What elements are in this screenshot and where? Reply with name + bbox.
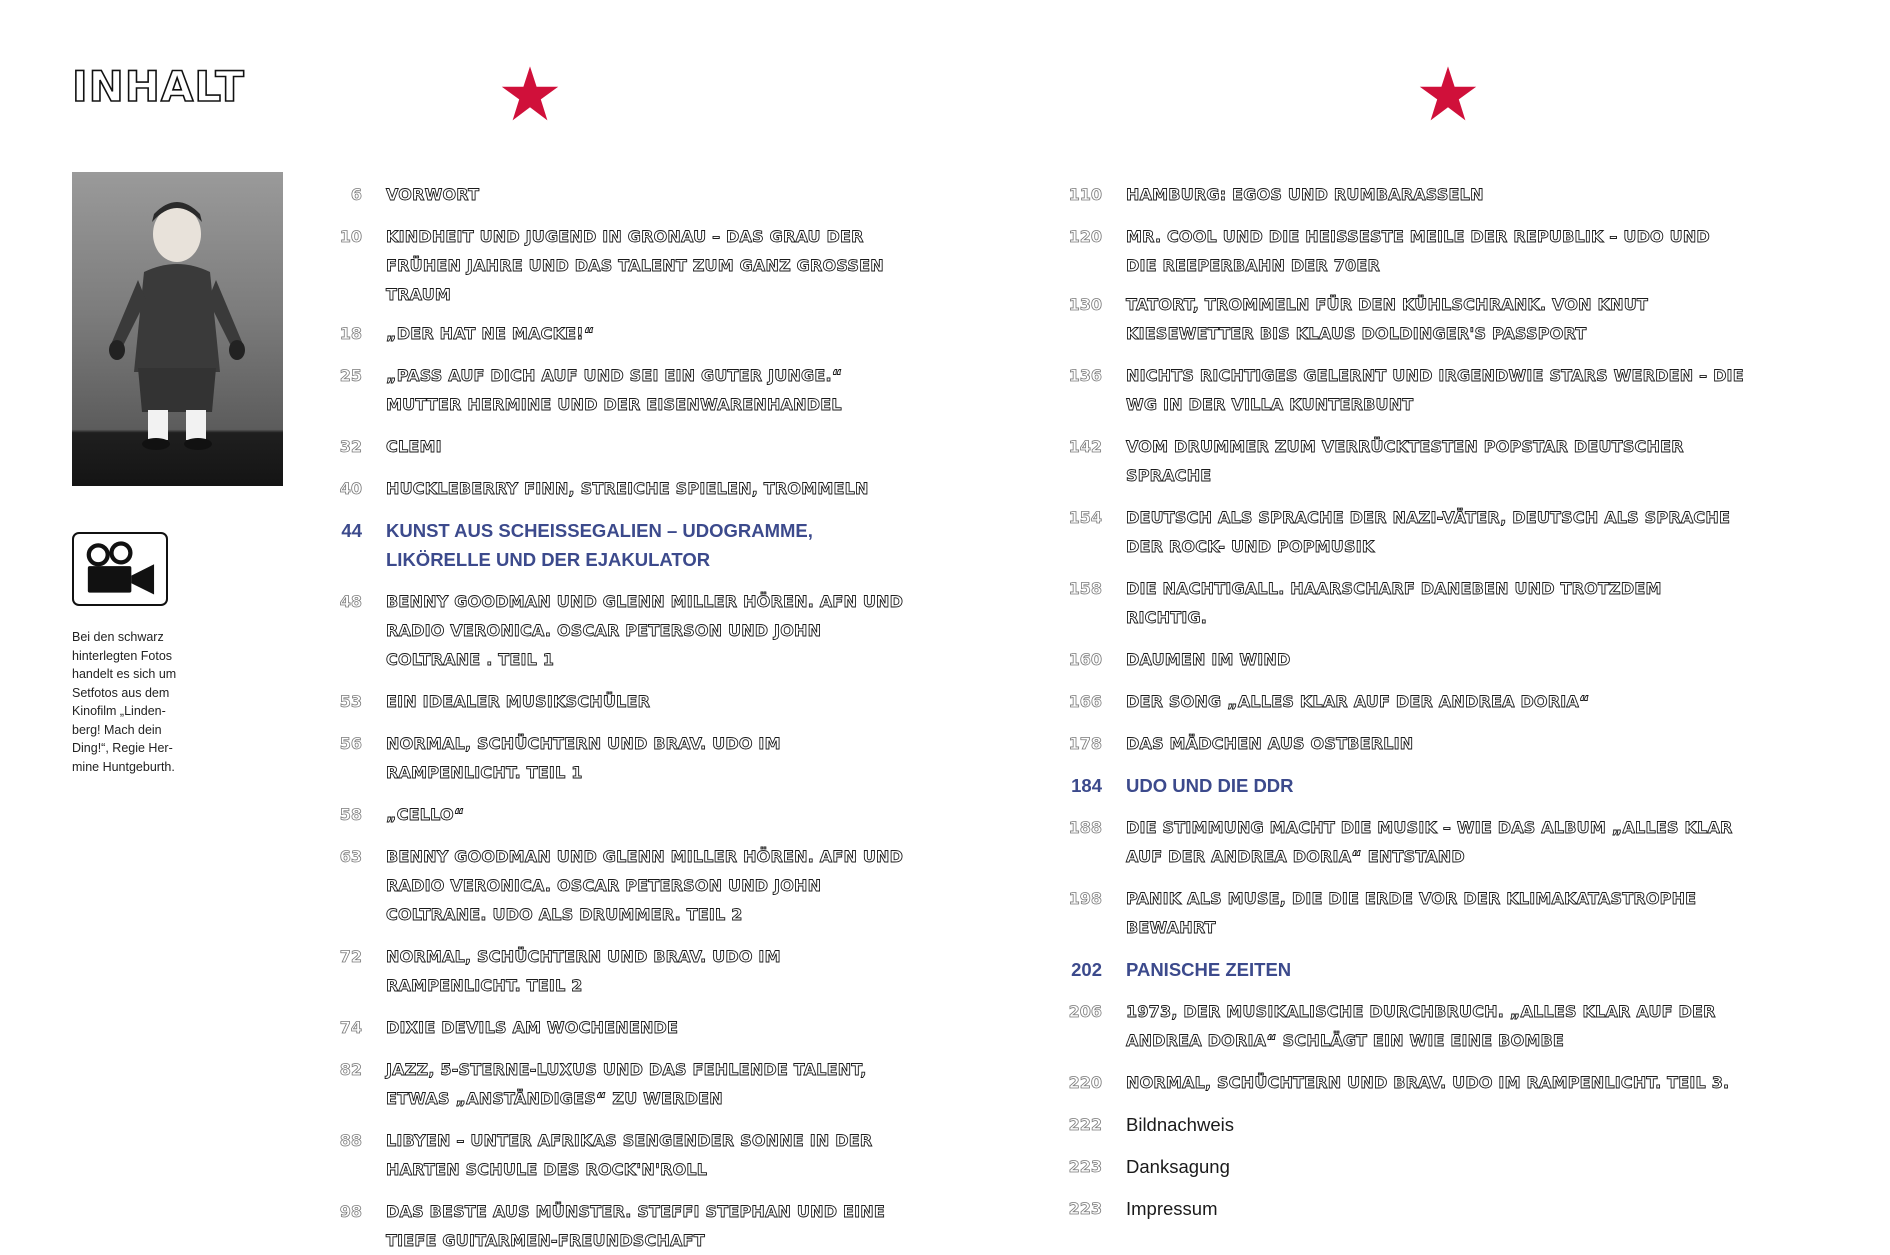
toc-page-number: 40 [339,479,362,498]
toc-page-number: 184 [1071,775,1102,796]
toc-entry-title: TATORT, TROMMELN FÜR DEN KÜHLSCHRANK. VON KNUT KIESEWETTER BIS KLAUS DOLDINGER'S PASSPORT [1126,295,1649,343]
page-title: INHALT [72,62,245,111]
toc-entry [312,432,912,461]
toc-entry-title: Bildnachweis [1126,1114,1234,1135]
toc-entry [1052,1194,1752,1223]
toc-entry [1052,687,1752,716]
toc-left-column [312,167,912,1255]
toc-entry [312,1055,912,1113]
toc-entry-title: „DER HAT NE MACKE!“ [386,324,595,343]
toc-entry [1052,290,1752,348]
toc-entry [312,729,912,787]
toc-entry [1052,222,1752,280]
toc-page-number: 98 [339,1202,362,1221]
photo-caption: Bei den schwarz hinterlegten Fotos handelt es sich um Setfotos aus dem Kinofilm „Linden-berg! Mach dein Ding!“, Regie Her-mine Huntgeburth. [72,630,177,774]
toc-entry [312,1197,912,1255]
toc-page-number: 18 [339,324,362,343]
toc-entry [1052,729,1752,758]
toc-entry [1052,997,1752,1055]
toc-entry [312,687,912,716]
toc-entry-title: NICHTS RICHTIGES GELERNT UND IRGENDWIE STARS WERDEN – DIE WG IN DER VILLA KUNTERBUNT [1126,366,1744,414]
toc-entry-title: NORMAL, SCHÜCHTERN UND BRAV. UDO IM RAMPENLICHT. TEIL 2 [386,947,781,995]
toc-page-number: 6 [350,185,362,204]
toc-entry-title: 1973, DER MUSIKALISCHE DURCHBRUCH. „ALLES KLAR AUF DER ANDREA DORIA“ SCHLÄGT EIN WIE EINE BOMBE [1126,1002,1716,1050]
toc-page-number: 74 [339,1018,362,1037]
toc-entry-title: UDO UND DIE DDR [1126,775,1294,796]
toc-entry [1052,180,1752,209]
toc-entry-title: DAS MÄDCHEN AUS OSTBERLIN [1126,734,1414,753]
toc-entry-title: BENNY GOODMAN UND GLENN MILLER HÖREN. AFN UND RADIO VERONICA. OSCAR PETERSON UND JOHN COLTRANE. UDO ALS DRUMMER. TEIL 2 [386,847,904,924]
toc-entry [1052,884,1752,942]
toc-entry-title: DER SONG „ALLES KLAR AUF DER ANDREA DORIA“ [1126,692,1590,711]
toc-entry-title: „PASS AUF DICH AUF UND SEI EIN GUTER JUNGE.“ MUTTER HERMINE UND DER EISENWARENHANDEL [386,366,843,414]
toc-entry [312,361,912,419]
toc-entry [312,474,912,503]
toc-entry [1052,813,1752,871]
toc-page-number: 154 [1068,508,1102,527]
toc-page-number: 160 [1068,650,1102,669]
toc-entry [1052,574,1752,632]
toc-page-number: 25 [339,366,362,385]
toc-entry-title: VOM DRUMMER ZUM VERRÜCKTESTEN POPSTAR DEUTSCHER SPRACHE [1126,437,1684,485]
toc-entry-title: DAUMEN IM WIND [1126,650,1291,669]
toc-entry-title: DAS BESTE AUS MÜNSTER. STEFFI STEPHAN UND EINE TIEFE GUITARMEN-FREUNDSCHAFT [386,1202,885,1250]
toc-page-number: 120 [1068,227,1102,246]
toc-entry-title: HAMBURG: EGOS UND RUMBARASSELN [1126,185,1484,204]
toc-page-number: 223 [1068,1199,1102,1218]
star-icon [500,64,560,124]
toc-entry [312,222,912,309]
toc-entry-title: BENNY GOODMAN UND GLENN MILLER HÖREN. AFN UND RADIO VERONICA. OSCAR PETERSON UND JOHN COLTRANE . TEIL 1 [386,592,904,669]
toc-entry [1052,1068,1752,1097]
toc-page-number: 32 [339,437,362,456]
toc-entry-title: CLEMI [386,437,442,456]
toc-page-number: 44 [341,520,362,541]
toc-entry-title: DIE NACHTIGALL. HAARSCHARF DANEBEN UND TROTZDEM RICHTIG. [1126,579,1662,627]
toc-entry-title: MR. COOL UND DIE HEISSESTE MEILE DER REPUBLIK – UDO UND DIE REEPERBAHN DER 70ER [1126,227,1710,275]
toc-entry [1052,645,1752,674]
toc-page-number: 223 [1068,1157,1102,1176]
toc-page-number: 88 [339,1131,362,1150]
toc-entry [1052,771,1752,800]
toc-page-number: 130 [1068,295,1102,314]
toc-page-number: 158 [1068,579,1102,598]
toc-entry [1052,432,1752,490]
toc-entry-title: KUNST AUS SCHEISSEGALIEN – UDOGRAMME, LIKÖRELLE UND DER EJAKULATOR [386,520,813,570]
toc-entry-title: LIBYEN – UNTER AFRIKAS SENGENDER SONNE IN DER HARTEN SCHULE DES ROCK'N'ROLL [386,1131,873,1179]
toc-entry [312,800,912,829]
toc-page-number: 48 [339,592,362,611]
toc-page-number: 56 [339,734,362,753]
toc-page-number: 202 [1071,959,1102,980]
toc-entry [312,587,912,674]
toc-page-number: 198 [1068,889,1102,908]
toc-page-number: 166 [1068,692,1102,711]
toc-page-number: 206 [1068,1002,1102,1021]
toc-page-number: 72 [339,947,362,966]
toc-entry-title: VORWORT [386,185,480,204]
toc-entry-title: JAZZ, 5-STERNE-LUXUS UND DAS FEHLENDE TALENT, ETWAS „ANSTÄNDIGES“ ZU WERDEN [386,1060,867,1108]
toc-entry [312,942,912,1000]
toc-entry [1052,1152,1752,1181]
toc-entry [312,1126,912,1184]
toc-page-number: 58 [339,805,362,824]
toc-entry [312,180,912,209]
toc-entry [312,516,912,574]
toc-entry [1052,361,1752,419]
star-icon [1418,64,1478,124]
toc-entry-title: Danksagung [1126,1156,1230,1177]
toc-entry-title: PANIK ALS MUSE, DIE DIE ERDE VOR DER KLIMAKATASTROPHE BEWAHRT [1126,889,1697,937]
toc-right-column [1052,167,1752,1223]
toc-page-number: 10 [339,227,362,246]
toc-entry-title: DIXIE DEVILS AM WOCHENENDE [386,1018,679,1037]
toc-entry-title: NORMAL, SCHÜCHTERN UND BRAV. UDO IM RAMPENLICHT. TEIL 1 [386,734,781,782]
toc-page-number: 178 [1068,734,1102,753]
toc-page-number: 110 [1068,185,1102,204]
toc-entry [312,319,912,348]
toc-entry [1052,503,1752,561]
toc-entry-title: KINDHEIT UND JUGEND IN GRONAU – DAS GRAU DER FRÜHEN JAHRE UND DAS TALENT ZUM GANZ GROSSEN TRAUM [386,227,884,304]
toc-entry-title: Impressum [1126,1198,1218,1219]
child-portrait-photo [72,172,283,486]
toc-entry-title: DIE STIMMUNG MACHT DIE MUSIK – WIE DAS ALBUM „ALLES KLAR AUF DER ANDREA DORIA“ ENTSTAND [1126,818,1733,866]
toc-entry-title: NORMAL, SCHÜCHTERN UND BRAV. UDO IM RAMPENLICHT. TEIL 3. [1126,1073,1730,1092]
film-camera-icon [72,532,168,606]
toc-page-number: 142 [1068,437,1102,456]
toc-page-number: 188 [1068,818,1102,837]
toc-entry-title: PANISCHE ZEITEN [1126,959,1292,980]
toc-page-number: 222 [1068,1115,1102,1134]
toc-entry-title: „CELLO“ [386,805,465,824]
toc-page-number: 136 [1068,366,1102,385]
toc-entry [312,842,912,929]
toc-entry [1052,1110,1752,1139]
toc-page-number: 220 [1068,1073,1102,1092]
toc-entry-title: EIN IDEALER MUSIKSCHÜLER [386,692,651,711]
toc-entry [1052,955,1752,984]
toc-entry-title: HUCKLEBERRY FINN, STREICHE SPIELEN, TROMMELN [386,479,869,498]
toc-page-number: 53 [339,692,362,711]
toc-page-number: 82 [339,1060,362,1079]
toc-entry [312,1013,912,1042]
toc-entry-title: DEUTSCH ALS SPRACHE DER NAZI-VÄTER, DEUTSCH ALS SPRACHE DER ROCK- UND POPMUSIK [1126,508,1731,556]
toc-page-number: 63 [339,847,362,866]
